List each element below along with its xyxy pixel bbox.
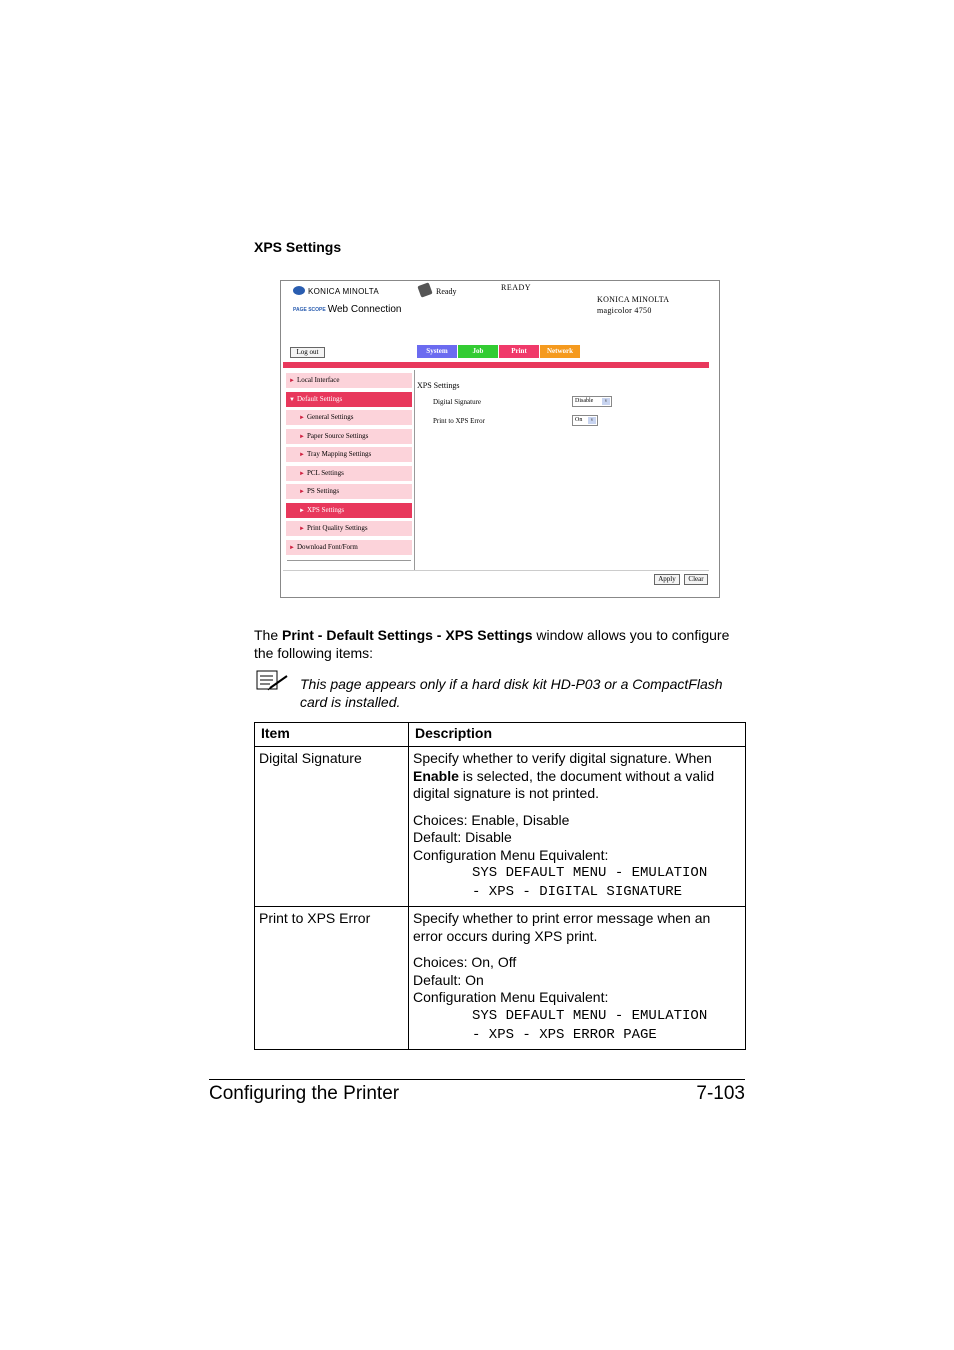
arrow-right-icon: ► [299, 452, 305, 458]
arrow-right-icon: ► [299, 489, 305, 495]
arrow-right-icon: ► [289, 378, 295, 384]
status-text: Ready [436, 287, 457, 296]
note-text: This page appears only if a hard disk kit HD-P03 or a CompactFlash card is installed. [300, 676, 723, 710]
table-cell-description [409, 907, 746, 1050]
default-text: Default: Disable [413, 829, 512, 845]
note-pencil-icon [256, 670, 290, 692]
select-value: Disable [575, 398, 594, 404]
sidebar-item-label: General Settings [306, 413, 354, 421]
table-cell-item: Digital Signature [255, 747, 409, 907]
konica-minolta-logo [293, 286, 379, 296]
page-number: 7-103 [696, 1083, 745, 1104]
description-text: Specify whether to print error message when an error occurs during XPS print. [413, 910, 711, 944]
sidebar-item-general-settings[interactable] [286, 410, 412, 425]
paragraph-suffix: window allows you to configure the following items: [254, 627, 730, 661]
ready-text: READY [501, 283, 532, 292]
web-connection-text: Web Connection [327, 304, 402, 315]
printer-model [597, 294, 669, 316]
arrow-right-icon: ► [299, 471, 305, 477]
print-xps-error-label: Print to XPS Error [433, 417, 485, 425]
pagescope-icon: PAGE SCOPE [293, 307, 326, 313]
tab-print[interactable]: Print [499, 345, 539, 358]
arrow-right-icon: ► [289, 545, 295, 551]
logout-button[interactable]: Log out [290, 347, 325, 358]
digital-signature-label: Digital Signature [433, 398, 482, 406]
sidebar-item-label: PCL Settings [306, 469, 344, 477]
sidebar-item-label: Paper Source Settings [306, 432, 369, 440]
config-code-line: - XPS - XPS ERROR PAGE [472, 1026, 657, 1043]
printer-status-icon [417, 282, 432, 297]
select-value: On [575, 417, 583, 423]
sidebar-item-pcl-settings[interactable] [286, 466, 412, 481]
sidebar-item-label: Tray Mapping Settings [306, 450, 372, 458]
table-cell-item: Print to XPS Error [255, 907, 409, 1050]
config-text: Configuration Menu Equivalent: [413, 989, 609, 1005]
tab-network[interactable]: Network [540, 345, 580, 358]
paragraph-prefix: The [254, 627, 283, 643]
config-code-line: SYS DEFAULT MENU - EMULATION [472, 865, 708, 881]
sidebar-item-label: Print Quality Settings [306, 524, 368, 532]
panel-title: XPS Settings [417, 381, 460, 390]
table-header-row [255, 723, 746, 747]
sidebar-item-paper-source[interactable] [286, 429, 412, 444]
sidebar-item-download-font[interactable] [286, 540, 412, 555]
footer-rule [209, 1079, 745, 1080]
sidebar-item-tray-mapping[interactable] [286, 447, 412, 462]
model-line: magicolor 4750 [597, 306, 652, 315]
arrow-down-icon: ▼ [289, 397, 295, 403]
intro-paragraph [254, 627, 749, 662]
logo-brand-text: KONICA MINOLTA [308, 287, 380, 296]
chevron-down-icon: v [588, 417, 596, 424]
arrow-right-icon: ► [299, 434, 305, 440]
desc-bold: Enable [413, 767, 459, 784]
desc-part: Specify whether to verify digital signature. When [413, 750, 712, 766]
tab-job[interactable]: Job [458, 345, 498, 358]
clear-button[interactable]: Clear [684, 574, 708, 585]
sidebar-item-label: XPS Settings [306, 506, 345, 514]
sidebar-item-label: Download Font/Form [296, 543, 358, 551]
arrow-right-icon: ► [299, 526, 305, 532]
footer-divider [283, 570, 709, 571]
chevron-down-icon: v [602, 398, 610, 405]
footer-chapter-title: Configuring the Printer [209, 1083, 400, 1104]
desc-part: is selected, the document without a valid digital signature is not printed. [413, 767, 715, 801]
paragraph-bold: Print - Default Settings - XPS Settings [282, 627, 533, 643]
sidebar-item-default-settings[interactable] [286, 392, 412, 407]
sidebar-item-ps-settings[interactable] [286, 484, 412, 499]
table-header-description: Description [409, 723, 746, 747]
web-connection-screenshot [280, 280, 720, 598]
tab-system[interactable]: System [417, 345, 457, 358]
default-text: Default: On [413, 971, 484, 988]
brand-line: KONICA MINOLTA [597, 295, 670, 304]
arrow-right-icon: ► [299, 508, 305, 514]
konica-globe-icon [293, 286, 305, 295]
config-code-line: SYS DEFAULT MENU - EMULATION [472, 1007, 708, 1024]
table-row [255, 907, 746, 1050]
table-row [255, 747, 746, 907]
pagescope-logo [293, 304, 401, 315]
choices-text: Choices: On, Off [413, 954, 517, 970]
sidebar [283, 370, 415, 570]
section-title: XPS Settings [254, 239, 342, 255]
config-text: Configuration Menu Equivalent: [413, 846, 609, 863]
sidebar-item-label: Local Interface [296, 376, 340, 384]
tab-underline-bar [283, 362, 709, 368]
description-text [413, 750, 741, 803]
print-xps-error-select[interactable] [572, 415, 598, 426]
main-tabs [417, 345, 580, 358]
table-cell-description [409, 747, 746, 907]
arrow-right-icon: ► [299, 415, 305, 421]
apply-button[interactable]: Apply [654, 574, 680, 585]
digital-signature-select[interactable] [572, 396, 612, 407]
sidebar-item-label: Default Settings [296, 395, 343, 403]
settings-table [254, 722, 746, 1050]
sidebar-divider [287, 560, 411, 561]
sidebar-item-label: PS Settings [306, 487, 340, 495]
table-header-item: Item [255, 723, 409, 747]
config-code-line: - XPS - DIGITAL SIGNATURE [472, 884, 683, 900]
sidebar-item-print-quality[interactable] [286, 521, 412, 536]
choices-text: Choices: Enable, Disable [413, 811, 570, 828]
sidebar-item-local-interface[interactable] [286, 373, 412, 388]
sidebar-item-xps-settings[interactable] [286, 503, 412, 518]
